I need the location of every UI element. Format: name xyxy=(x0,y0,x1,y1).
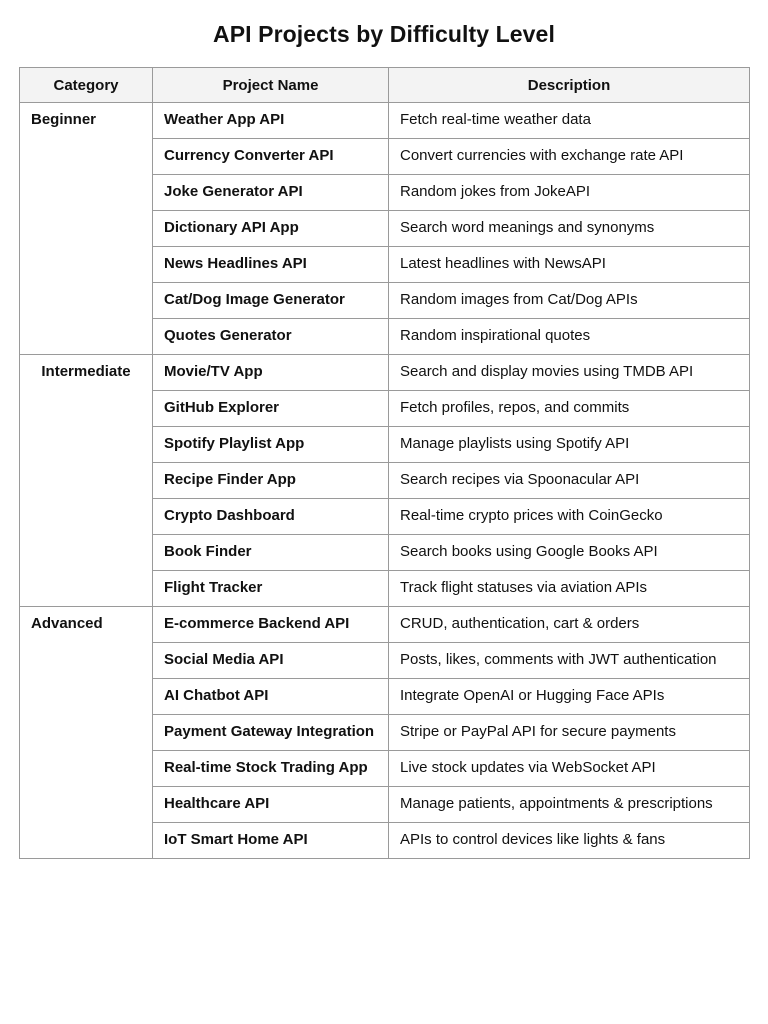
table-row xyxy=(20,103,750,139)
project-name-cell: Weather App API xyxy=(153,103,389,139)
description-cell: Search recipes via Spoonacular API xyxy=(389,463,750,499)
header-description: Description xyxy=(389,68,750,103)
project-name-cell: AI Chatbot API xyxy=(153,679,389,715)
description-cell: Random jokes from JokeAPI xyxy=(389,175,750,211)
description-cell: Real-time crypto prices with CoinGecko xyxy=(389,499,750,535)
project-name-cell: GitHub Explorer xyxy=(153,391,389,427)
table-row xyxy=(20,607,750,643)
header-project-name: Project Name xyxy=(153,68,389,103)
page-title: API Projects by Difficulty Level xyxy=(213,21,555,47)
description-cell: Stripe or PayPal API for secure payments xyxy=(389,715,750,751)
description-cell: Fetch profiles, repos, and commits xyxy=(389,391,750,427)
description-cell: CRUD, authentication, cart & orders xyxy=(389,607,750,643)
project-name-cell: News Headlines API xyxy=(153,247,389,283)
description-cell: Latest headlines with NewsAPI xyxy=(389,247,750,283)
description-cell: Search word meanings and synonyms xyxy=(389,211,750,247)
description-cell: Search books using Google Books API xyxy=(389,535,750,571)
project-name-cell: Dictionary API App xyxy=(153,211,389,247)
project-name-cell: IoT Smart Home API xyxy=(153,823,389,859)
project-name-cell: Crypto Dashboard xyxy=(153,499,389,535)
project-name-cell: Social Media API xyxy=(153,643,389,679)
project-name-cell: Currency Converter API xyxy=(153,139,389,175)
header-row xyxy=(20,68,750,103)
description-cell: APIs to control devices like lights & fans xyxy=(389,823,750,859)
description-cell: Track flight statuses via aviation APIs xyxy=(389,571,750,607)
description-cell: Convert currencies with exchange rate API xyxy=(389,139,750,175)
description-cell: Random inspirational quotes xyxy=(389,319,750,355)
project-name-cell: Joke Generator API xyxy=(153,175,389,211)
project-name-cell: Quotes Generator xyxy=(153,319,389,355)
description-cell: Search and display movies using TMDB API xyxy=(389,355,750,391)
header-category: Category xyxy=(20,68,153,103)
projects-table xyxy=(19,67,750,859)
project-name-cell: Recipe Finder App xyxy=(153,463,389,499)
description-cell: Fetch real-time weather data xyxy=(389,103,750,139)
category-cell: Advanced xyxy=(20,607,153,859)
description-cell: Random images from Cat/Dog APIs xyxy=(389,283,750,319)
description-cell: Manage playlists using Spotify API xyxy=(389,427,750,463)
table-header xyxy=(20,68,750,103)
project-name-cell: Movie/TV App xyxy=(153,355,389,391)
project-name-cell: E-commerce Backend API xyxy=(153,607,389,643)
category-cell: Intermediate xyxy=(20,355,153,607)
category-cell: Beginner xyxy=(20,103,153,355)
project-name-cell: Book Finder xyxy=(153,535,389,571)
description-cell: Integrate OpenAI or Hugging Face APIs xyxy=(389,679,750,715)
project-name-cell: Payment Gateway Integration xyxy=(153,715,389,751)
description-cell: Live stock updates via WebSocket API xyxy=(389,751,750,787)
description-cell: Posts, likes, comments with JWT authentication xyxy=(389,643,750,679)
table-body xyxy=(20,103,750,859)
project-name-cell: Flight Tracker xyxy=(153,571,389,607)
project-name-cell: Cat/Dog Image Generator xyxy=(153,283,389,319)
table-row xyxy=(20,355,750,391)
description-cell: Manage patients, appointments & prescriptions xyxy=(389,787,750,823)
project-name-cell: Healthcare API xyxy=(153,787,389,823)
project-name-cell: Real-time Stock Trading App xyxy=(153,751,389,787)
project-name-cell: Spotify Playlist App xyxy=(153,427,389,463)
